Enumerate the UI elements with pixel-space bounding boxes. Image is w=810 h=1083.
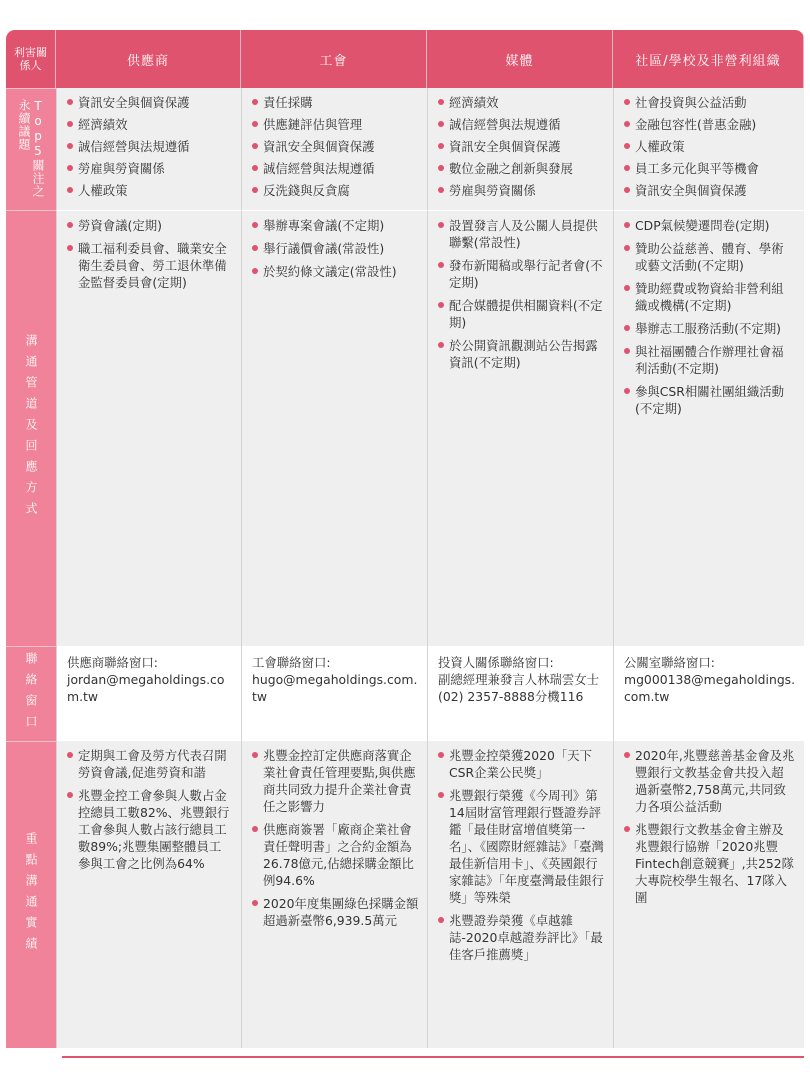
- list-item: 人權政策: [67, 182, 233, 199]
- contact-media: [427, 646, 613, 741]
- channels-union: [241, 210, 427, 646]
- list-item: 人權政策: [624, 138, 796, 155]
- contact-label: 工會聯絡窗口:: [252, 655, 331, 670]
- results-union: [241, 741, 427, 1048]
- list-item: 設置發言人及公關人員提供聯繫(常設性): [438, 217, 605, 251]
- list-item: 金融包容性(普惠金融): [624, 116, 796, 133]
- bottom-divider: [62, 1056, 804, 1058]
- list-item: 責任採購: [252, 94, 419, 111]
- top5-suppliers: [56, 88, 241, 210]
- list-item: 2020年度集團綠色採購金額超過新臺幣6,939.5萬元: [252, 895, 419, 929]
- row-label-channels-text: 溝通管道及回應方式: [24, 334, 38, 523]
- corner-header: 利害關係人: [6, 30, 56, 88]
- list-item: 經濟績效: [438, 94, 605, 111]
- list-item: 勞雇與勞資關係: [67, 160, 233, 177]
- row-label-results: [6, 741, 56, 1048]
- list-item: 數位金融之創新與發展: [438, 160, 605, 177]
- list-item: 勞雇與勞資關係: [438, 182, 605, 199]
- contact-email[interactable]: mg000138@megaholdings.com.tw: [624, 672, 796, 704]
- list-item: 兆豐銀行文教基金會主辦及兆豐銀行協辦「2020兆豐Fintech創意競賽」,共252隊大專院校學生報名、17隊入圍: [624, 821, 796, 906]
- list-item: 舉行議價會議(常設性): [252, 240, 419, 257]
- top5-union: [241, 88, 427, 210]
- row-label-top5-suffix: 關注之永續議題: [17, 99, 45, 198]
- contact-email[interactable]: jordan@megaholdings.com.tw: [67, 672, 225, 704]
- list-item: 贊助公益慈善、體育、學術或藝文活動(不定期): [624, 240, 796, 274]
- row-label-top5-text: Top5: [31, 99, 45, 159]
- contact-label: 投資人關係聯絡窗口:: [438, 655, 554, 670]
- channels-media: [427, 210, 613, 646]
- contact-person: 副總經理兼發言人林瑞雲女士: [438, 672, 600, 687]
- list-item: 兆豐銀行榮獲《今周刊》第14屆財富管理銀行暨證券評鑑「最佳財富增值獎第一名」、《國際財經雜誌》「臺灣最佳新信用卡」、《英國銀行家雜誌》「年度臺灣最佳銀行獎」等殊榮: [438, 787, 605, 906]
- list-item: 供應商簽署「廠商企業社會責任聲明書」之合約金額為26.78億元,佔總採購金額比例94.6%: [252, 821, 419, 889]
- list-item: 2020年,兆豐慈善基金會及兆豐銀行文教基金會共投入超過新臺幣2,758萬元,共同致力各項公益活動: [624, 747, 796, 815]
- row-label-channels: [6, 210, 56, 646]
- contact-community: [613, 646, 804, 741]
- channels-community: [613, 210, 804, 646]
- list-item: 社會投資與公益活動: [624, 94, 796, 111]
- list-item: 資訊安全與個資保護: [252, 138, 419, 155]
- results-suppliers: [56, 741, 241, 1048]
- column-header-suppliers: 供應商: [56, 30, 241, 88]
- list-item: 資訊安全與個資保護: [438, 138, 605, 155]
- list-item: 與社福團體合作辦理社會福利活動(不定期): [624, 343, 796, 377]
- list-item: 兆豐金控榮獲2020「天下CSR企業公民獎」: [438, 747, 605, 781]
- column-header-community: 社區/學校及非營利組織: [613, 30, 804, 88]
- top5-media: [427, 88, 613, 210]
- list-item: 經濟績效: [67, 116, 233, 133]
- results-media: [427, 741, 613, 1048]
- list-item: 反洗錢與反貪腐: [252, 182, 419, 199]
- channels-suppliers: [56, 210, 241, 646]
- list-item: 資訊安全與個資保護: [624, 182, 796, 199]
- list-item: 贊助經費或物資給非營利組織或機構(不定期): [624, 280, 796, 314]
- row-label-top5: [6, 88, 56, 210]
- list-item: 定期與工會及勞方代表召開勞資會議,促進勞資和諧: [67, 747, 233, 781]
- row-label-contact: [6, 646, 56, 741]
- list-item: 參與CSR相關社團組織活動(不定期): [624, 383, 796, 417]
- row-label-results-text: 重點溝通實績: [24, 832, 38, 958]
- list-item: 兆豐金控工會參與人數占金控總員工數82%、兆豐銀行工會參與人數占該行總員工數89%;兆豐集團整體員工參與工會之比例為64%: [67, 787, 233, 872]
- contact-union: [241, 646, 427, 741]
- list-item: 職工福利委員會、職業安全衛生委員會、勞工退休準備金監督委員會(定期): [67, 240, 233, 291]
- stakeholder-table: [6, 30, 804, 1048]
- list-item: 於公開資訊觀測站公告揭露資訊(不定期): [438, 337, 605, 371]
- column-header-media: 媒體: [427, 30, 613, 88]
- top5-community: [613, 88, 804, 210]
- list-item: 誠信經營與法規遵循: [438, 116, 605, 133]
- contact-suppliers: [56, 646, 241, 741]
- list-item: CDP氣候變遷問卷(定期): [624, 217, 796, 234]
- list-item: 員工多元化與平等機會: [624, 160, 796, 177]
- list-item: 供應鏈評估與管理: [252, 116, 419, 133]
- contact-label: 供應商聯絡窗口:: [67, 655, 158, 670]
- list-item: 誠信經營與法規遵循: [67, 138, 233, 155]
- list-item: 於契約條文議定(常設性): [252, 263, 419, 280]
- list-item: 舉辦專案會議(不定期): [252, 217, 419, 234]
- contact-phone: (02) 2357-8888分機116: [438, 689, 584, 704]
- row-label-contact-text: 聯絡窗口: [24, 652, 38, 736]
- list-item: 兆豐金控訂定供應商落實企業社會責任管理要點,與供應商共同致力提升企業社會責任之影響力: [252, 747, 419, 815]
- list-item: 舉辦志工服務活動(不定期): [624, 320, 796, 337]
- contact-email[interactable]: hugo@megaholdings.com.tw: [252, 672, 418, 704]
- list-item: 資訊安全與個資保護: [67, 94, 233, 111]
- list-item: 兆豐證券榮獲《卓越雜誌-2020卓越證券評比》「最佳客戶推薦獎」: [438, 912, 605, 963]
- list-item: 發布新聞稿或舉行記者會(不定期): [438, 257, 605, 291]
- column-header-union: 工會: [241, 30, 427, 88]
- list-item: 誠信經營與法規遵循: [252, 160, 419, 177]
- contact-label: 公關室聯絡窗口:: [624, 655, 715, 670]
- results-community: [613, 741, 804, 1048]
- list-item: 勞資會議(定期): [67, 217, 233, 234]
- list-item: 配合媒體提供相關資料(不定期): [438, 297, 605, 331]
